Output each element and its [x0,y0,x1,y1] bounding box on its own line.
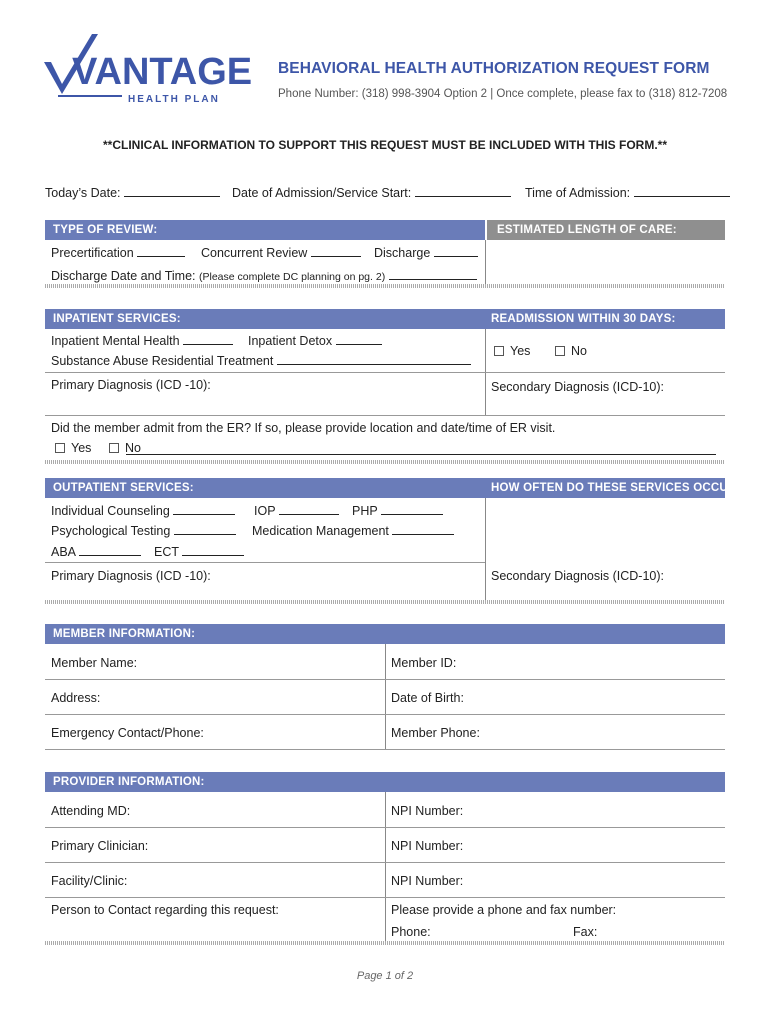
inpatient-detox-field[interactable] [248,334,382,348]
er-details-line[interactable] [126,454,716,455]
admission-time-field[interactable] [525,186,730,200]
checkbox-icon [109,443,119,453]
section-divider [45,284,725,288]
checkbox-icon [555,346,565,356]
discharge-field[interactable] [374,246,478,260]
facility-clinic-field[interactable]: Facility/Clinic: [51,874,128,888]
admission-date-label: Date of Admission/Service Start: [232,186,412,200]
substance-abuse-label: Substance Abuse Residential Treatment [51,354,274,368]
clinical-note: **CLINICAL INFORMATION TO SUPPORT THIS REQUEST MUST BE INCLUDED WITH THIS FORM.** [102,138,667,152]
npi-number-1-field[interactable]: NPI Number: [391,804,464,818]
service-frequency-header: HOW OFTEN DO THESE SERVICES OCCUR? [485,478,725,498]
provide-phone-fax-label: Please provide a phone and fax number: [391,903,617,917]
iop-label: IOP [254,504,276,518]
er-yes-checkbox[interactable] [55,441,91,455]
inpatient-mental-label: Inpatient Mental Health [51,334,180,348]
date-of-birth-field[interactable]: Date of Birth: [391,691,464,705]
member-id-field[interactable]: Member ID: [391,656,457,670]
section-divider [45,941,725,945]
iop-field[interactable] [254,504,339,518]
checkbox-icon [55,443,65,453]
aba-label: ABA [51,545,76,559]
discharge-label: Discharge [374,246,431,260]
ect-field[interactable] [154,545,244,559]
contact-phone-field[interactable]: Phone: [391,925,431,939]
logo-subtext: HEALTH PLAN [128,94,220,105]
primary-clinician-field[interactable]: Primary Clinician: [51,839,149,853]
npi-number-2-field[interactable]: NPI Number: [391,839,464,853]
length-of-care-header: ESTIMATED LENGTH OF CARE: [487,220,725,240]
outpatient-header: OUTPATIENT SERVICES: [45,478,485,498]
emergency-contact-field[interactable]: Emergency Contact/Phone: [51,726,204,740]
readmit-no-label: No [571,344,587,358]
php-label: PHP [352,504,378,518]
psych-testing-field[interactable] [51,524,236,538]
phone-info: Phone Number: (318) 998-3904 Option 2 | Once complete, please fax to (318) 812-7208 [278,88,728,100]
concurrent-review-label: Concurrent Review [201,246,308,260]
inpatient-primary-diagnosis[interactable]: Primary Diagnosis (ICD -10): [51,378,211,392]
address-field[interactable]: Address: [51,691,101,705]
vantage-logo [42,32,253,108]
discharge-date-field[interactable] [51,269,477,283]
todays-date-field[interactable] [45,186,220,200]
psych-testing-label: Psychological Testing [51,524,171,538]
concurrent-review-field[interactable] [201,246,361,260]
section-divider [45,600,725,604]
inpatient-header: INPATIENT SERVICES: [45,309,485,329]
npi-number-3-field[interactable]: NPI Number: [391,874,464,888]
admission-time-label: Time of Admission: [525,186,631,200]
aba-field[interactable] [51,545,141,559]
admission-date-field[interactable] [232,186,511,200]
checkbox-icon [494,346,504,356]
precertification-label: Precertification [51,246,134,260]
precertification-field[interactable] [51,246,185,260]
inpatient-mental-field[interactable] [51,334,233,348]
type-of-review-header: TYPE OF REVIEW: [45,220,485,240]
individual-counseling-label: Individual Counseling [51,504,170,518]
section-divider [45,460,725,464]
er-no-label: No [125,441,141,455]
dc-note: (Please complete DC planning on pg. 2) [199,271,386,283]
individual-counseling-field[interactable] [51,504,235,518]
ect-label: ECT [154,545,179,559]
page-number: Page 1 of 2 [356,970,414,982]
logo-text: VANTAGE [72,51,253,93]
er-no-checkbox[interactable] [109,441,141,455]
readmission-header: READMISSION WITHIN 30 DAYS: [485,309,725,329]
medication-management-label: Medication Management [252,524,389,538]
er-question: Did the member admit from the ER? If so, please provide location and date/time of ER visit. [51,421,556,435]
medication-management-field[interactable] [252,524,454,538]
todays-date-label: Today’s Date: [45,186,121,200]
provider-info-header: PROVIDER INFORMATION: [45,772,725,792]
inpatient-secondary-diagnosis[interactable]: Secondary Diagnosis (ICD-10): [491,380,664,394]
discharge-date-label: Discharge Date and Time: [51,269,196,283]
inpatient-detox-label: Inpatient Detox [248,334,333,348]
outpatient-secondary-diagnosis[interactable]: Secondary Diagnosis (ICD-10): [491,569,664,583]
readmit-yes-label: Yes [510,344,531,358]
member-name-field[interactable]: Member Name: [51,656,138,670]
outpatient-primary-diagnosis[interactable]: Primary Diagnosis (ICD -10): [51,569,211,583]
attending-md-field[interactable]: Attending MD: [51,804,131,818]
readmit-no-checkbox[interactable] [555,344,587,358]
contact-fax-field[interactable]: Fax: [573,925,598,939]
er-yes-label: Yes [71,441,92,455]
form-title: BEHAVIORAL HEALTH AUTHORIZATION REQUEST FORM [278,60,710,77]
readmit-yes-checkbox[interactable] [494,344,530,358]
php-field[interactable] [352,504,443,518]
contact-person-field[interactable]: Person to Contact regarding this request: [51,903,279,917]
member-phone-field[interactable]: Member Phone: [391,726,480,740]
member-info-header: MEMBER INFORMATION: [45,624,725,644]
substance-abuse-field[interactable] [51,354,471,368]
